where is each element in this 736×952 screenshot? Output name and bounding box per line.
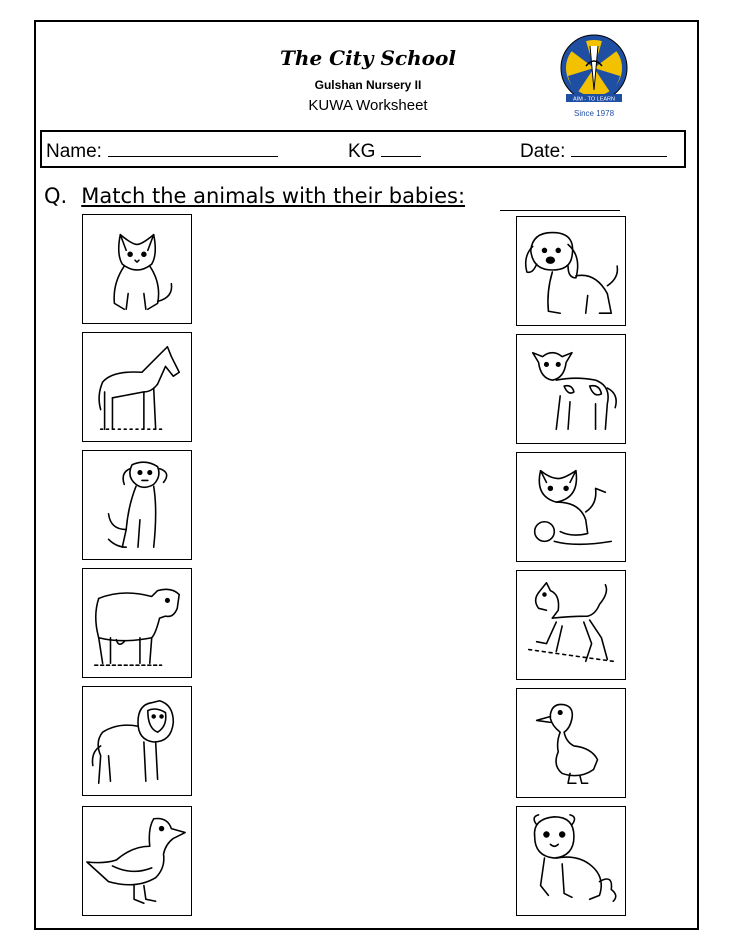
name-label: Name: xyxy=(46,141,102,162)
calf-icon xyxy=(517,335,625,443)
question xyxy=(44,184,465,208)
student-info-box xyxy=(40,130,686,168)
card-dog[interactable] xyxy=(82,450,192,560)
card-cow[interactable] xyxy=(82,568,192,678)
horse-icon xyxy=(83,333,191,441)
date-field[interactable] xyxy=(520,138,667,163)
cat-icon xyxy=(83,215,191,323)
cow-icon xyxy=(83,569,191,677)
question-text: Match the animals with their babies: xyxy=(81,184,466,208)
date-blank[interactable] xyxy=(571,138,667,157)
worksheet-title: KUWA Worksheet xyxy=(308,97,428,114)
date-label: Date: xyxy=(520,141,566,162)
card-puppy[interactable] xyxy=(516,216,626,326)
school-logo xyxy=(556,32,632,126)
lion-cub-icon xyxy=(517,807,625,915)
foal-icon xyxy=(517,571,625,679)
branch-name: Gulshan Nursery II xyxy=(314,78,422,92)
kitten-icon xyxy=(517,453,625,561)
logo-since: Since 1978 xyxy=(573,109,615,118)
card-calf[interactable] xyxy=(516,334,626,444)
logo-motto: AIM - TO LEARN xyxy=(573,96,615,103)
card-duck[interactable] xyxy=(82,806,192,916)
duckling-icon xyxy=(517,689,625,797)
card-lion-cub[interactable] xyxy=(516,806,626,916)
class-blank[interactable] xyxy=(381,138,421,157)
card-kitten[interactable] xyxy=(516,452,626,562)
name-field[interactable] xyxy=(46,138,278,163)
school-name: The City School xyxy=(280,46,456,70)
question-number: Q. xyxy=(44,184,68,208)
dog-icon xyxy=(83,451,191,559)
card-cat[interactable] xyxy=(82,214,192,324)
class-field[interactable] xyxy=(348,138,421,163)
puppy-icon xyxy=(517,217,625,325)
class-label: KG xyxy=(348,141,376,162)
card-lion[interactable] xyxy=(82,686,192,796)
name-blank[interactable] xyxy=(108,138,278,157)
question-answer-line xyxy=(500,210,620,211)
card-horse[interactable] xyxy=(82,332,192,442)
duck-icon xyxy=(83,807,191,915)
card-duckling[interactable] xyxy=(516,688,626,798)
card-foal[interactable] xyxy=(516,570,626,680)
lion-icon xyxy=(83,687,191,795)
